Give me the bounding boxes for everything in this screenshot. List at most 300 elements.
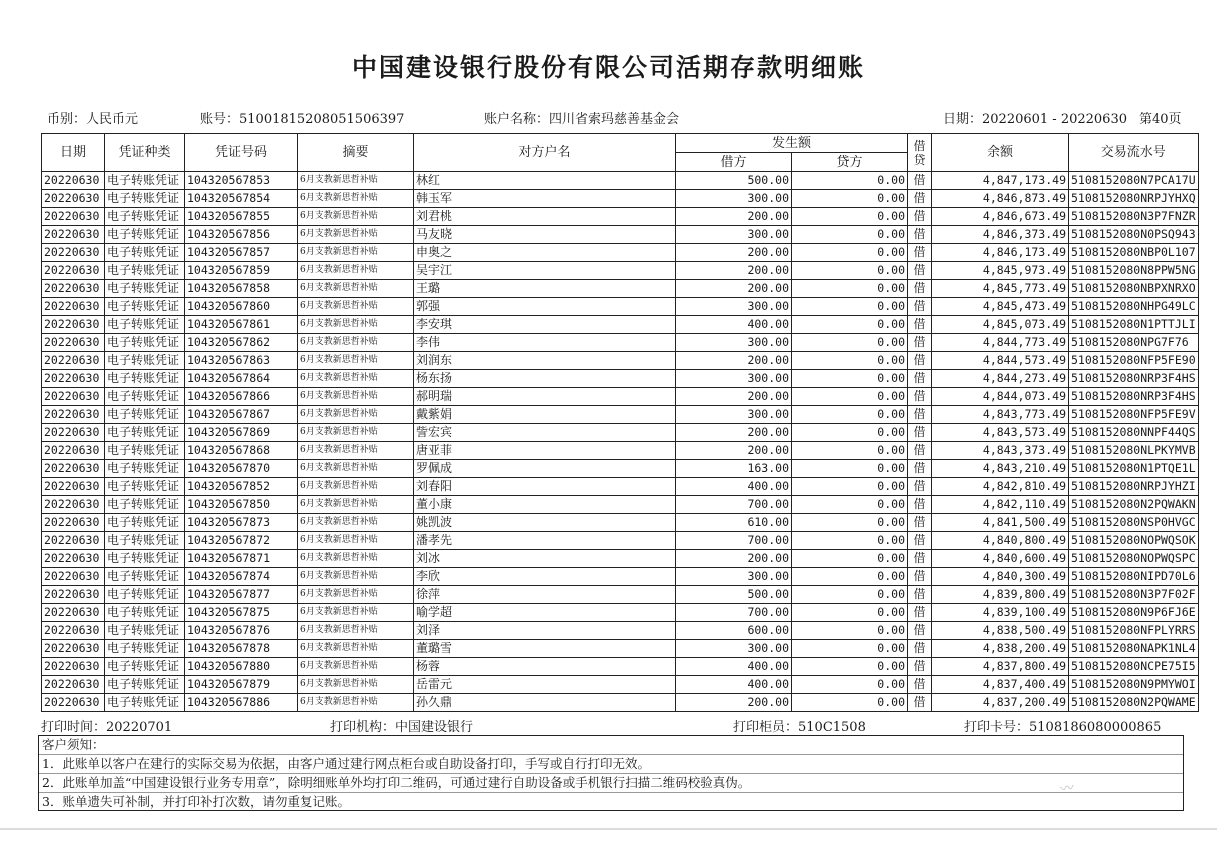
- row-balance: 4,845,973.49: [932, 262, 1069, 280]
- row-voucher-no: 104320567862: [185, 334, 298, 352]
- row-debit: 200.00: [676, 388, 792, 406]
- row-debit-credit: 借: [908, 568, 932, 586]
- row-debit-credit: 借: [908, 658, 932, 676]
- row-debit: 700.00: [676, 496, 792, 514]
- row-counterparty: 潘孝先: [414, 532, 676, 550]
- row-debit-credit: 借: [908, 190, 932, 208]
- row-summary: 6月支教新思哲补贴: [298, 460, 414, 478]
- row-credit: 0.00: [792, 640, 908, 658]
- row-voucher-type: 电子转账凭证: [105, 316, 185, 334]
- row-debit-credit: 借: [908, 622, 932, 640]
- row-date: 20220630: [42, 280, 105, 298]
- row-voucher-type: 电子转账凭证: [105, 676, 185, 694]
- row-voucher-no: 104320567857: [185, 244, 298, 262]
- scan-edge-line: [0, 828, 1217, 830]
- row-summary: 6月支教新思哲补贴: [298, 298, 414, 316]
- row-credit: 0.00: [792, 694, 908, 712]
- row-debit-credit: 借: [908, 262, 932, 280]
- row-summary: 6月支教新思哲补贴: [298, 208, 414, 226]
- table-row: [42, 460, 1199, 478]
- row-balance: 4,845,073.49: [932, 316, 1069, 334]
- row-voucher-type: 电子转账凭证: [105, 532, 185, 550]
- row-date: 20220630: [42, 622, 105, 640]
- row-credit: 0.00: [792, 514, 908, 532]
- row-serial: 5108152080NOPWQSPC: [1069, 550, 1199, 568]
- row-counterparty: 刘泽: [414, 622, 676, 640]
- row-balance: 4,838,200.49: [932, 640, 1069, 658]
- header-amount: 发生额: [676, 134, 908, 153]
- row-credit: 0.00: [792, 586, 908, 604]
- notice-heading: 客户须知：: [39, 736, 1183, 755]
- row-summary: 6月支教新思哲补贴: [298, 658, 414, 676]
- table-row: [42, 172, 1199, 190]
- row-credit: 0.00: [792, 208, 908, 226]
- row-summary: 6月支教新思哲补贴: [298, 352, 414, 370]
- row-summary: 6月支教新思哲补贴: [298, 640, 414, 658]
- row-debit-credit: 借: [908, 244, 932, 262]
- row-credit: 0.00: [792, 244, 908, 262]
- row-debit: 610.00: [676, 514, 792, 532]
- row-credit: 0.00: [792, 370, 908, 388]
- row-voucher-type: 电子转账凭证: [105, 208, 185, 226]
- row-balance: 4,846,673.49: [932, 208, 1069, 226]
- row-voucher-type: 电子转账凭证: [105, 244, 185, 262]
- row-counterparty: 杨蓉: [414, 658, 676, 676]
- row-debit-credit: 借: [908, 550, 932, 568]
- row-debit: 600.00: [676, 622, 792, 640]
- row-counterparty: 唐亚菲: [414, 442, 676, 460]
- row-counterparty: 韩玉军: [414, 190, 676, 208]
- row-voucher-type: 电子转账凭证: [105, 460, 185, 478]
- row-voucher-no: 104320567863: [185, 352, 298, 370]
- row-debit: 700.00: [676, 532, 792, 550]
- row-debit: 200.00: [676, 262, 792, 280]
- row-balance: 4,843,573.49: [932, 424, 1069, 442]
- row-date: 20220630: [42, 640, 105, 658]
- row-debit-credit: 借: [908, 226, 932, 244]
- row-date: 20220630: [42, 460, 105, 478]
- row-counterparty: 郝明瑞: [414, 388, 676, 406]
- row-debit-credit: 借: [908, 478, 932, 496]
- row-voucher-type: 电子转账凭证: [105, 604, 185, 622]
- table-row: [42, 424, 1199, 442]
- row-debit-credit: 借: [908, 424, 932, 442]
- row-summary: 6月支教新思哲补贴: [298, 316, 414, 334]
- table-row: [42, 514, 1199, 532]
- header-counterparty: 对方户名: [414, 134, 676, 172]
- row-date: 20220630: [42, 190, 105, 208]
- header-date: 日期: [42, 134, 105, 172]
- row-counterparty: 刘润东: [414, 352, 676, 370]
- row-balance: 4,844,573.49: [932, 352, 1069, 370]
- row-counterparty: 董璐雪: [414, 640, 676, 658]
- table-row: [42, 406, 1199, 424]
- row-voucher-no: 104320567858: [185, 280, 298, 298]
- row-voucher-no: 104320567879: [185, 676, 298, 694]
- row-voucher-no: 104320567852: [185, 478, 298, 496]
- row-counterparty: 孙久鼎: [414, 694, 676, 712]
- row-balance: 4,846,373.49: [932, 226, 1069, 244]
- row-date: 20220630: [42, 352, 105, 370]
- ledger-body: [42, 172, 1199, 712]
- row-summary: 6月支教新思哲补贴: [298, 568, 414, 586]
- row-debit: 400.00: [676, 478, 792, 496]
- customer-notice: [38, 735, 1184, 811]
- print-org: 打印机构：中国建设银行: [330, 720, 474, 735]
- row-credit: 0.00: [792, 280, 908, 298]
- row-summary: 6月支教新思哲补贴: [298, 478, 414, 496]
- row-summary: 6月支教新思哲补贴: [298, 694, 414, 712]
- row-balance: 4,840,600.49: [932, 550, 1069, 568]
- ledger-table: [41, 133, 1199, 712]
- row-summary: 6月支教新思哲补贴: [298, 496, 414, 514]
- row-date: 20220630: [42, 298, 105, 316]
- row-summary: 6月支教新思哲补贴: [298, 190, 414, 208]
- row-credit: 0.00: [792, 316, 908, 334]
- row-credit: 0.00: [792, 676, 908, 694]
- row-debit: 200.00: [676, 424, 792, 442]
- table-row: [42, 208, 1199, 226]
- row-balance: 4,837,200.49: [932, 694, 1069, 712]
- row-debit-credit: 借: [908, 586, 932, 604]
- row-debit-credit: 借: [908, 406, 932, 424]
- table-row: [42, 352, 1199, 370]
- row-credit: 0.00: [792, 568, 908, 586]
- row-balance: 4,841,500.49: [932, 514, 1069, 532]
- row-debit-credit: 借: [908, 172, 932, 190]
- row-balance: 4,842,810.49: [932, 478, 1069, 496]
- row-voucher-no: 104320567875: [185, 604, 298, 622]
- row-summary: 6月支教新思哲补贴: [298, 676, 414, 694]
- row-debit-credit: 借: [908, 496, 932, 514]
- row-summary: 6月支教新思哲补贴: [298, 388, 414, 406]
- row-voucher-type: 电子转账凭证: [105, 334, 185, 352]
- row-debit: 300.00: [676, 190, 792, 208]
- row-date: 20220630: [42, 370, 105, 388]
- row-counterparty: 訾宏宾: [414, 424, 676, 442]
- row-credit: 0.00: [792, 424, 908, 442]
- row-balance: 4,844,773.49: [932, 334, 1069, 352]
- row-voucher-no: 104320567870: [185, 460, 298, 478]
- row-credit: 0.00: [792, 406, 908, 424]
- row-summary: 6月支教新思哲补贴: [298, 532, 414, 550]
- row-balance: 4,844,273.49: [932, 370, 1069, 388]
- row-date: 20220630: [42, 568, 105, 586]
- row-voucher-type: 电子转账凭证: [105, 406, 185, 424]
- row-counterparty: 徐萍: [414, 586, 676, 604]
- row-debit: 300.00: [676, 226, 792, 244]
- table-row: [42, 334, 1199, 352]
- row-date: 20220630: [42, 424, 105, 442]
- row-summary: 6月支教新思哲补贴: [298, 424, 414, 442]
- row-counterparty: 郭强: [414, 298, 676, 316]
- print-card: 打印卡号：5108186080000865: [964, 720, 1162, 735]
- row-credit: 0.00: [792, 478, 908, 496]
- table-row: [42, 604, 1199, 622]
- row-voucher-type: 电子转账凭证: [105, 658, 185, 676]
- header-debit: 借方: [676, 153, 792, 172]
- row-summary: 6月支教新思哲补贴: [298, 442, 414, 460]
- row-voucher-no: 104320567880: [185, 658, 298, 676]
- row-voucher-no: 104320567867: [185, 406, 298, 424]
- row-voucher-no: 104320567877: [185, 586, 298, 604]
- row-voucher-type: 电子转账凭证: [105, 640, 185, 658]
- row-credit: 0.00: [792, 658, 908, 676]
- row-summary: 6月支教新思哲补贴: [298, 406, 414, 424]
- row-voucher-no: 104320567868: [185, 442, 298, 460]
- row-serial: 5108152080NNPF44QS: [1069, 424, 1199, 442]
- row-counterparty: 王璐: [414, 280, 676, 298]
- row-serial: 5108152080N1PTTJLI: [1069, 316, 1199, 334]
- row-serial: 5108152080NRP3F4HS: [1069, 370, 1199, 388]
- row-serial: 5108152080NFP5FE9V: [1069, 406, 1199, 424]
- row-serial: 5108152080N1PTQE1L: [1069, 460, 1199, 478]
- row-voucher-no: 104320567854: [185, 190, 298, 208]
- row-date: 20220630: [42, 442, 105, 460]
- row-counterparty: 戴紫娟: [414, 406, 676, 424]
- row-voucher-no: 104320567878: [185, 640, 298, 658]
- table-row: [42, 280, 1199, 298]
- row-debit: 200.00: [676, 550, 792, 568]
- row-counterparty: 姚凯波: [414, 514, 676, 532]
- row-debit: 400.00: [676, 658, 792, 676]
- row-voucher-type: 电子转账凭证: [105, 694, 185, 712]
- row-debit-credit: 借: [908, 298, 932, 316]
- row-serial: 5108152080N2PQWAKN: [1069, 496, 1199, 514]
- row-balance: 4,837,400.49: [932, 676, 1069, 694]
- row-summary: 6月支教新思哲补贴: [298, 604, 414, 622]
- row-serial: 5108152080N3P7FNZR: [1069, 208, 1199, 226]
- row-balance: 4,843,773.49: [932, 406, 1069, 424]
- table-row: [42, 586, 1199, 604]
- page-number: 第40页: [1139, 112, 1182, 127]
- header-credit: 贷方: [792, 153, 908, 172]
- row-balance: 4,847,173.49: [932, 172, 1069, 190]
- row-voucher-no: 104320567850: [185, 496, 298, 514]
- row-credit: 0.00: [792, 298, 908, 316]
- row-voucher-type: 电子转账凭证: [105, 352, 185, 370]
- row-date: 20220630: [42, 388, 105, 406]
- row-serial: 5108152080NRPJYHZI: [1069, 478, 1199, 496]
- row-voucher-no: 104320567869: [185, 424, 298, 442]
- row-voucher-type: 电子转账凭证: [105, 622, 185, 640]
- row-debit-credit: 借: [908, 640, 932, 658]
- row-date: 20220630: [42, 514, 105, 532]
- row-voucher-no: 104320567886: [185, 694, 298, 712]
- row-counterparty: 刘春阳: [414, 478, 676, 496]
- table-row: [42, 262, 1199, 280]
- row-summary: 6月支教新思哲补贴: [298, 280, 414, 298]
- table-row: [42, 226, 1199, 244]
- faint-mark: 〰: [1059, 780, 1076, 798]
- row-balance: 4,839,800.49: [932, 586, 1069, 604]
- row-date: 20220630: [42, 334, 105, 352]
- row-date: 20220630: [42, 208, 105, 226]
- row-date: 20220630: [42, 658, 105, 676]
- print-counter: 打印柜员：510C1508: [733, 720, 866, 735]
- row-serial: 5108152080NRPJYHXQ: [1069, 190, 1199, 208]
- row-voucher-no: 104320567874: [185, 568, 298, 586]
- row-summary: 6月支教新思哲补贴: [298, 262, 414, 280]
- row-debit: 700.00: [676, 604, 792, 622]
- row-debit: 500.00: [676, 172, 792, 190]
- row-debit: 300.00: [676, 640, 792, 658]
- row-balance: 4,845,773.49: [932, 280, 1069, 298]
- table-row: [42, 676, 1199, 694]
- row-debit-credit: 借: [908, 676, 932, 694]
- row-counterparty: 刘君桃: [414, 208, 676, 226]
- row-serial: 5108152080NIPD70L6: [1069, 568, 1199, 586]
- row-debit: 200.00: [676, 280, 792, 298]
- row-credit: 0.00: [792, 442, 908, 460]
- row-date: 20220630: [42, 496, 105, 514]
- row-voucher-type: 电子转账凭证: [105, 172, 185, 190]
- row-credit: 0.00: [792, 496, 908, 514]
- table-row: [42, 388, 1199, 406]
- row-counterparty: 马友晓: [414, 226, 676, 244]
- table-row: [42, 190, 1199, 208]
- row-credit: 0.00: [792, 262, 908, 280]
- table-row: [42, 550, 1199, 568]
- row-voucher-no: 104320567856: [185, 226, 298, 244]
- account-number: 账号：51001815208051506397: [200, 112, 405, 127]
- header-debit-credit: 借贷: [908, 134, 932, 172]
- row-voucher-no: 104320567859: [185, 262, 298, 280]
- row-voucher-type: 电子转账凭证: [105, 388, 185, 406]
- row-voucher-type: 电子转账凭证: [105, 478, 185, 496]
- row-voucher-type: 电子转账凭证: [105, 550, 185, 568]
- page-title: 中国建设银行股份有限公司活期存款明细账: [351, 53, 865, 82]
- row-counterparty: 罗佩成: [414, 460, 676, 478]
- row-credit: 0.00: [792, 460, 908, 478]
- row-date: 20220630: [42, 676, 105, 694]
- row-voucher-type: 电子转账凭证: [105, 262, 185, 280]
- row-summary: 6月支教新思哲补贴: [298, 334, 414, 352]
- row-voucher-type: 电子转账凭证: [105, 586, 185, 604]
- header-voucher-no: 凭证号码: [185, 134, 298, 172]
- row-voucher-type: 电子转账凭证: [105, 370, 185, 388]
- row-serial: 5108152080N9PMYWOI: [1069, 676, 1199, 694]
- row-summary: 6月支教新思哲补贴: [298, 244, 414, 262]
- print-time: 打印时间：20220701: [41, 720, 173, 735]
- row-counterparty: 申奥之: [414, 244, 676, 262]
- row-credit: 0.00: [792, 604, 908, 622]
- header-summary: 摘要: [298, 134, 414, 172]
- row-balance: 4,838,500.49: [932, 622, 1069, 640]
- row-voucher-no: 104320567873: [185, 514, 298, 532]
- table-row: [42, 496, 1199, 514]
- row-date: 20220630: [42, 604, 105, 622]
- row-credit: 0.00: [792, 532, 908, 550]
- row-summary: 6月支教新思哲补贴: [298, 586, 414, 604]
- row-date: 20220630: [42, 262, 105, 280]
- row-date: 20220630: [42, 226, 105, 244]
- row-counterparty: 李安琪: [414, 316, 676, 334]
- row-credit: 0.00: [792, 334, 908, 352]
- row-counterparty: 杨东扬: [414, 370, 676, 388]
- row-balance: 4,843,373.49: [932, 442, 1069, 460]
- row-credit: 0.00: [792, 190, 908, 208]
- row-credit: 0.00: [792, 226, 908, 244]
- row-date: 20220630: [42, 550, 105, 568]
- row-counterparty: 李欣: [414, 568, 676, 586]
- row-debit-credit: 借: [908, 388, 932, 406]
- row-debit: 300.00: [676, 568, 792, 586]
- row-debit: 200.00: [676, 442, 792, 460]
- row-debit: 400.00: [676, 316, 792, 334]
- table-row: [42, 658, 1199, 676]
- row-voucher-type: 电子转账凭证: [105, 226, 185, 244]
- row-debit-credit: 借: [908, 370, 932, 388]
- row-date: 20220630: [42, 406, 105, 424]
- row-serial: 5108152080NFPLYRRS: [1069, 622, 1199, 640]
- row-voucher-type: 电子转账凭证: [105, 514, 185, 532]
- row-voucher-no: 104320567872: [185, 532, 298, 550]
- row-debit-credit: 借: [908, 316, 932, 334]
- table-row: [42, 370, 1199, 388]
- row-voucher-type: 电子转账凭证: [105, 298, 185, 316]
- row-voucher-type: 电子转账凭证: [105, 424, 185, 442]
- notice-line: 1．此账单以客户在建行的实际交易为依据，由客户通过建行网点柜台或自助设备打印，手写或自行打印无效。: [39, 755, 1183, 774]
- table-row: [42, 442, 1199, 460]
- row-debit-credit: 借: [908, 694, 932, 712]
- row-voucher-type: 电子转账凭证: [105, 496, 185, 514]
- row-voucher-type: 电子转账凭证: [105, 568, 185, 586]
- table-row: [42, 298, 1199, 316]
- row-balance: 4,846,173.49: [932, 244, 1069, 262]
- row-serial: 5108152080N3P7F02F: [1069, 586, 1199, 604]
- row-counterparty: 岳雷元: [414, 676, 676, 694]
- row-credit: 0.00: [792, 352, 908, 370]
- header-balance: 余额: [932, 134, 1069, 172]
- row-voucher-no: 104320567876: [185, 622, 298, 640]
- row-counterparty: 刘冰: [414, 550, 676, 568]
- row-debit: 200.00: [676, 352, 792, 370]
- row-date: 20220630: [42, 586, 105, 604]
- row-voucher-type: 电子转账凭证: [105, 190, 185, 208]
- row-voucher-no: 104320567866: [185, 388, 298, 406]
- table-row: [42, 568, 1199, 586]
- row-serial: 5108152080N9P6FJ6E: [1069, 604, 1199, 622]
- row-date: 20220630: [42, 478, 105, 496]
- row-credit: 0.00: [792, 388, 908, 406]
- row-summary: 6月支教新思哲补贴: [298, 514, 414, 532]
- row-credit: 0.00: [792, 550, 908, 568]
- row-serial: 5108152080NSP0HVGC: [1069, 514, 1199, 532]
- row-serial: 5108152080NBPXNRXO: [1069, 280, 1199, 298]
- row-serial: 5108152080NHPG49LC: [1069, 298, 1199, 316]
- row-debit: 200.00: [676, 694, 792, 712]
- row-credit: 0.00: [792, 622, 908, 640]
- row-balance: 4,840,300.49: [932, 568, 1069, 586]
- row-serial: 5108152080NCPE75I5: [1069, 658, 1199, 676]
- row-date: 20220630: [42, 244, 105, 262]
- table-row: [42, 622, 1199, 640]
- row-debit: 400.00: [676, 676, 792, 694]
- row-summary: 6月支教新思哲补贴: [298, 622, 414, 640]
- table-row: [42, 316, 1199, 334]
- row-balance: 4,843,210.49: [932, 460, 1069, 478]
- row-date: 20220630: [42, 172, 105, 190]
- row-debit-credit: 借: [908, 208, 932, 226]
- row-summary: 6月支教新思哲补贴: [298, 370, 414, 388]
- row-debit-credit: 借: [908, 604, 932, 622]
- header-voucher-type: 凭证种类: [105, 134, 185, 172]
- row-balance: 4,844,073.49: [932, 388, 1069, 406]
- row-voucher-type: 电子转账凭证: [105, 442, 185, 460]
- account-name: 账户名称：四川省索玛慈善基金会: [484, 112, 680, 127]
- row-voucher-type: 电子转账凭证: [105, 280, 185, 298]
